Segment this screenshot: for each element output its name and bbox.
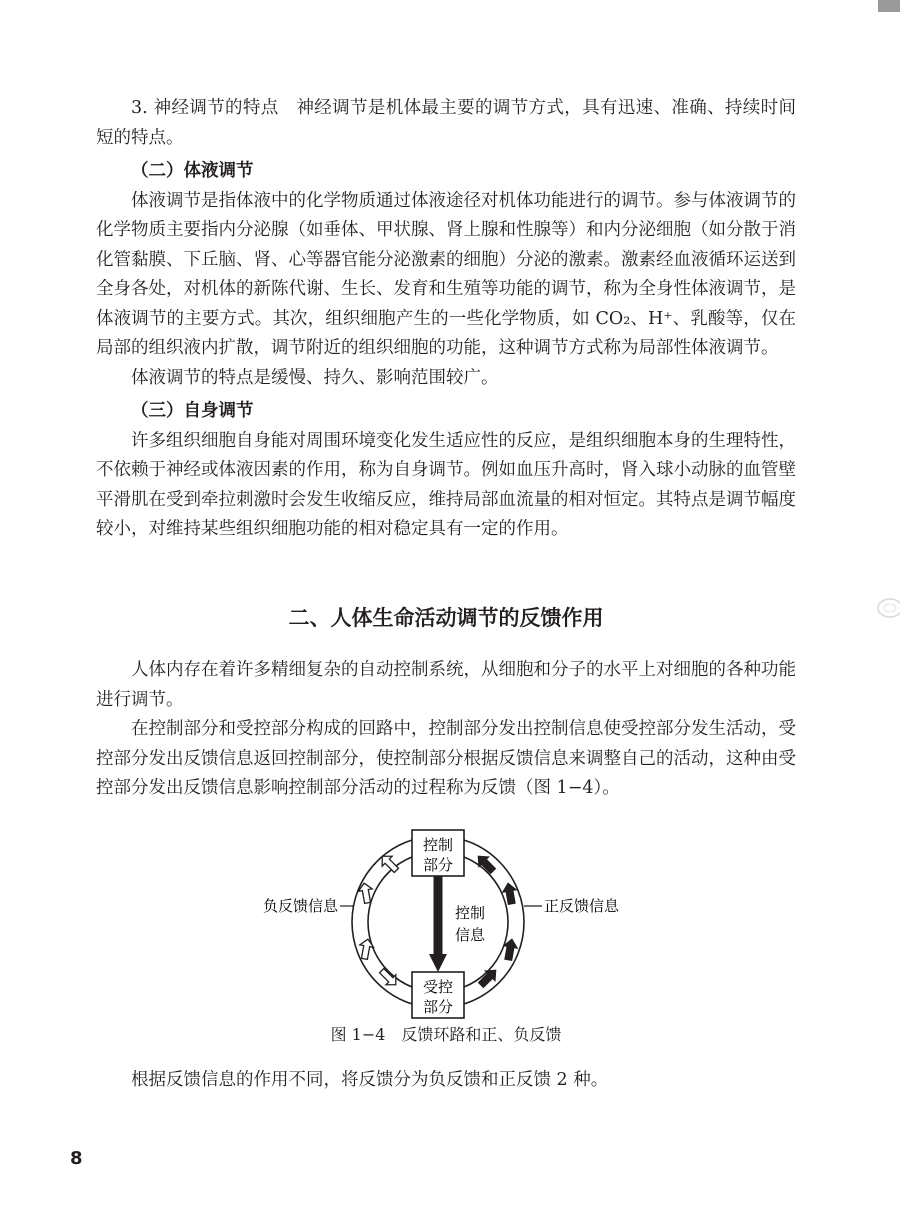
side-seal-mark: [872, 596, 900, 620]
page-number: 8: [70, 1148, 83, 1169]
control-info-label-1: 控制: [454, 904, 486, 922]
control-info-shaft: [434, 876, 443, 956]
controlled-part-label-2: 部分: [422, 998, 454, 1016]
paragraph-control-systems: 人体内存在着许多精细复杂的自动控制系统，从细胞和分子的水平上对细胞的各种功能进行调节。: [96, 660, 796, 710]
text-block-top: [96, 94, 796, 545]
paragraph-feedback-types: 根据反馈信息的作用不同，将反馈分为负反馈和正反馈 2 种。: [131, 1070, 609, 1090]
feedback-loop-figure: [230, 826, 670, 1024]
subheading-humoral-regulation: （二）体液调节: [131, 161, 254, 181]
figure-caption: 图 1−4 反馈环路和正、负反馈: [330, 1025, 562, 1044]
control-info-arrowhead: [429, 954, 447, 972]
corner-marker: [878, 0, 900, 12]
paragraph-feedback-definition: 在控制部分和受控部分构成的回路中，控制部分发出控制信息使受控部分发生活动，受控部分发出反馈信息返回控制部分，使控制部分根据反馈信息来调整自己的活动，这种由受控部分发出反馈信息影响控制部分活动的过程称为反馈（图 1−4）。: [96, 719, 796, 798]
paragraph-autoregulation: 许多组织细胞自身能对周围环境变化发生适应性的反应，是组织细胞本身的生理特性，不依赖于神经或体液因素的作用，称为自身调节。例如血压升高时，肾入球小动脉的血管壁平滑肌在受到牵拉刺激时会发生收缩反应，维持局部血流量的相对恒定。其特点是调节幅度较小，对维持某些组织细胞功能的相对稳定具有一定的作用。: [96, 430, 796, 539]
positive-feedback-label: 正反馈信息: [544, 897, 620, 915]
paragraph-nerve-features: 3. 神经调节的特点 神经调节是机体最主要的调节方式，具有迅速、准确、持续时间短的特点。: [96, 98, 796, 148]
control-info-label-2: 信息: [454, 926, 486, 944]
control-part-label-1: 控制: [422, 836, 454, 854]
feedback-loop-diagram: [230, 826, 670, 1024]
paragraph-humoral-regulation: 体液调节是指体液中的化学物质通过体液途径对机体功能进行的调节。参与体液调节的化学物质主要指内分泌腺（如垂体、甲状腺、肾上腺和性腺等）和内分泌细胞（如分散于消化管黏膜、下丘脑、肾、心等器官能分泌激素的细胞）分泌的激素。激素经血液循环运送到全身各处，对机体的新陈代谢、生长、发育和生殖等功能的调节，称为全身性体液调节，是体液调节的主要方式。其次，组织细胞产生的一些化学物质，如 CO₂、H⁺、乳酸等，仅在局部的组织液内扩散，调节附近的组织细胞的功能，这种调节方式称为局部性体液调节。: [96, 190, 796, 358]
text-block-middle: [96, 656, 796, 804]
text-block-bottom: [96, 1066, 796, 1096]
negative-feedback-label: 负反馈信息: [262, 897, 338, 915]
subheading-autoregulation: （三）自身调节: [131, 401, 254, 421]
paragraph-humoral-features: 体液调节的特点是缓慢、持久、影响范围较广。: [131, 367, 499, 388]
controlled-part-label-1: 受控: [422, 978, 454, 996]
section-heading: 二、人体生命活动调节的反馈作用: [288, 606, 604, 630]
negative-feedback-arrows: [357, 851, 401, 989]
control-part-label-2: 部分: [422, 856, 454, 874]
